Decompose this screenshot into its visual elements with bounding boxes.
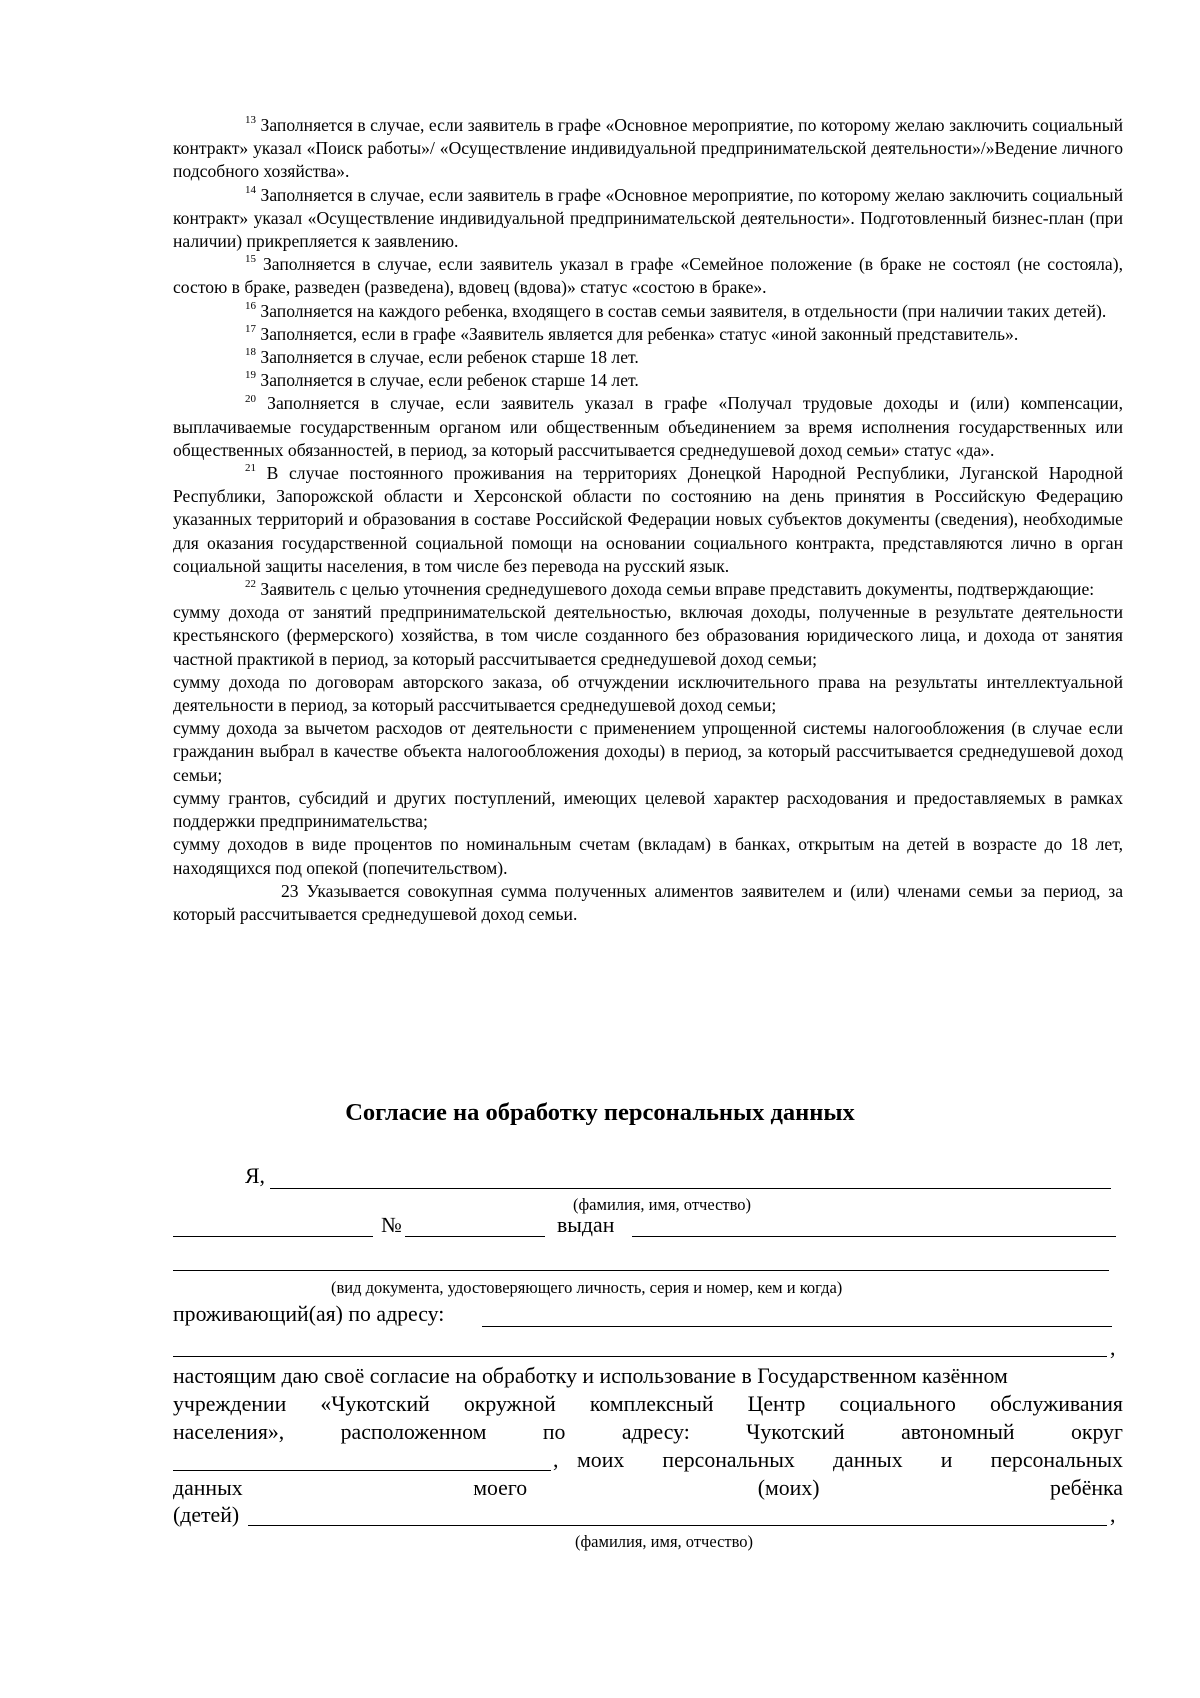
- footnote-20: [173, 392, 1123, 462]
- children-fio-caption: (фамилия, имя, отчество): [575, 1532, 754, 1551]
- consent-body-line-1: [173, 1362, 1123, 1390]
- body-word: «Чукотский: [320, 1392, 430, 1416]
- footnote-number: 22: [245, 578, 256, 591]
- footnote-text: Заполняется, если в графе «Заявитель является для ребенка» статус «иной законный представитель».: [256, 323, 1019, 344]
- footnote-17: [173, 323, 1123, 346]
- footnote-16: [173, 300, 1123, 323]
- note22-item: сумму дохода от занятий предпринимательской деятельностью, включая доходы, полученные в результате деятельности крестьянского (фермерского) хозяйства, в том числе созданного без образования юридического лица, и дохода от занятия частной практикой в период, за который рассчитывается среднедушевой доход семьи;: [173, 602, 1123, 669]
- consent-body-line-5: [173, 1474, 1123, 1502]
- body-word: округ: [1071, 1420, 1123, 1444]
- body-word: адресу:: [621, 1420, 690, 1444]
- body-line-text: настоящим даю своё согласие на обработку и использование в Государственном казённом: [173, 1364, 1008, 1388]
- footnote-23: 23 Указывается совокупная сумма полученных алиментов заявителем и (или) членами семьи за период, за который рассчитывается среднедушевой доход семьи.: [173, 880, 1123, 924]
- body-word: расположенном: [340, 1420, 487, 1444]
- footnote-number: 16: [245, 299, 256, 312]
- footnote-number: 15: [245, 253, 256, 266]
- fio-caption: (фамилия, имя, отчество): [573, 1195, 752, 1214]
- footnotes: [173, 114, 1123, 926]
- footnote-text: Заполняется в случае, если заявитель указал в графе «Получал трудовые доходы и (или) компенсации, выплачиваемые государственным органом или общественным объединением за время исполнения государственных или общественных обязанностей, в период, за который рассчитывается среднедушевой доход семьи» статус «да».: [173, 393, 1123, 460]
- footnote-13: [173, 114, 1123, 184]
- note22-item: сумму дохода по договорам авторского заказа, об отчуждении исключительного права на результаты интеллектуальной деятельности в период, за который рассчитывается среднедушевой доход семьи;: [173, 671, 1123, 716]
- footnote-text: Заполняется в случае, если ребенок старше 14 лет.: [256, 370, 639, 391]
- note22-item: сумму грантов, субсидий и других поступлений, имеющих целевой характер расходования и предоставляемых в рамках поддержки предпринимательства;: [173, 787, 1123, 832]
- issued-by-field[interactable]: [632, 1236, 1116, 1237]
- document-type-field[interactable]: [173, 1236, 373, 1237]
- body-word: по: [542, 1420, 566, 1444]
- body-word: окружной: [463, 1392, 556, 1416]
- body-word: учреждении: [173, 1392, 287, 1416]
- comma: ,: [553, 1448, 559, 1472]
- body-word: обслуживания: [990, 1392, 1123, 1416]
- footnote-15: [173, 253, 1123, 299]
- body-word: персональных: [990, 1448, 1123, 1472]
- body-word: комплексный: [589, 1392, 714, 1416]
- consent-body-line-2: [173, 1390, 1123, 1418]
- footnote-text: В случае постоянного проживания на территориях Донецкой Народной Республики, Луганской Народной Республики, Запорожской области и Херсонской области по состоянию на день принятия в Российскую Федерацию указанных территорий и образования в составе Российской Федерации новых субъектов документы (сведения), необходимые для оказания государственной социальной помощи на основании социального контракта, представляются лично в орган социальной защиты населения, в том числе без перевода на русский язык.: [173, 463, 1123, 576]
- fio-field[interactable]: [270, 1188, 1111, 1189]
- body-word: данных: [832, 1448, 903, 1472]
- footnote-number: 18: [245, 346, 256, 359]
- body-word: автономный: [901, 1420, 1015, 1444]
- footnote-14: [173, 184, 1123, 254]
- footnote-22: [173, 578, 1123, 601]
- footnote-number: 19: [245, 369, 256, 382]
- footnote-text: Заполняется в случае, если заявитель в графе «Основное мероприятие, по которому желаю заключить социальный контракт» указал «Поиск работы»/ «Осуществление индивидуальной предпринимательской деятельности»/»Ведение личного подсобного хозяйства».: [173, 115, 1123, 182]
- body-word: данных: [173, 1476, 243, 1500]
- consent-title: Согласие на обработку персональных данных: [345, 1099, 855, 1126]
- comma: ,: [1110, 1503, 1116, 1527]
- document-number-field[interactable]: [405, 1236, 545, 1237]
- address-field-continued[interactable]: [173, 1356, 1107, 1357]
- address-label: проживающий(ая) по адресу:: [173, 1302, 445, 1326]
- footnote-number: 17: [245, 322, 256, 335]
- body-word: ребёнка: [1050, 1476, 1123, 1500]
- footnote-text: Заполняется на каждого ребенка, входящего в состав семьи заявителя, в отдельности (при наличии таких детей).: [256, 300, 1107, 321]
- body-word: населения»,: [173, 1420, 285, 1444]
- body-word: социального: [839, 1392, 956, 1416]
- consent-body-line-4: [577, 1446, 1123, 1474]
- consent-body-line-3: [173, 1418, 1123, 1446]
- footnote-text: Заполняется в случае, если заявитель в графе «Основное мероприятие, по которому желаю заключить социальный контракт» указал «Осуществление индивидуальной предпринимательской деятельности». Подготовленный бизнес-план (при наличии) прикрепляется к заявлению.: [173, 184, 1123, 252]
- footnote-number: 14: [245, 183, 256, 196]
- institution-address-field[interactable]: [173, 1470, 551, 1471]
- footnote-18: [173, 346, 1123, 369]
- note22-item: сумму дохода за вычетом расходов от деятельности с применением упрощенной системы налогообложения (в случае если гражданин выбрал в качестве объекта налогообложения доходы) в период, за который рассчитывается среднедушевой доход семьи;: [173, 718, 1123, 785]
- body-word: (моих): [757, 1476, 820, 1500]
- body-word: Чукотский: [746, 1420, 845, 1444]
- ya-label: Я,: [245, 1164, 265, 1188]
- body-word: моего: [473, 1476, 528, 1500]
- children-label: (детей): [173, 1503, 240, 1527]
- footnote-text: Заявитель с целью уточнения среднедушевого дохода семьи вправе представить документы, подтверждающие:: [256, 579, 1095, 600]
- body-word: моих: [577, 1448, 625, 1472]
- footnote-number: 13: [245, 114, 256, 127]
- body-word: и: [940, 1448, 953, 1472]
- footnote-number: 21: [245, 462, 256, 475]
- footnote-number: 20: [245, 392, 256, 405]
- footnote-text: Заполняется в случае, если ребенок старше 18 лет.: [256, 347, 639, 368]
- children-fio-field[interactable]: [248, 1525, 1107, 1526]
- document-caption: (вид документа, удостоверяющего личность, серия и номер, кем и когда): [331, 1278, 843, 1297]
- body-word: Центр: [747, 1392, 806, 1416]
- note22-item: сумму доходов в виде процентов по номинальным счетам (вкладам) в банках, открытым на детей в возрасте до 18 лет, находящихся под опекой (попечительством).: [173, 834, 1123, 878]
- number-sign: №: [381, 1213, 402, 1237]
- footnote-text: Заполняется в случае, если заявитель указал в графе «Семейное положение (в браке не состоял (не состояла), состою в браке, разведен (разведена), вдовец (вдова)» статус «состою в браке».: [173, 254, 1123, 298]
- footnote-19: [173, 369, 1123, 392]
- body-word: персональных: [662, 1448, 795, 1472]
- footnote-21: [173, 462, 1123, 578]
- comma: ,: [1110, 1336, 1116, 1360]
- address-field[interactable]: [482, 1326, 1112, 1327]
- document-details-field[interactable]: [173, 1270, 1109, 1271]
- issued-label: выдан: [557, 1213, 615, 1237]
